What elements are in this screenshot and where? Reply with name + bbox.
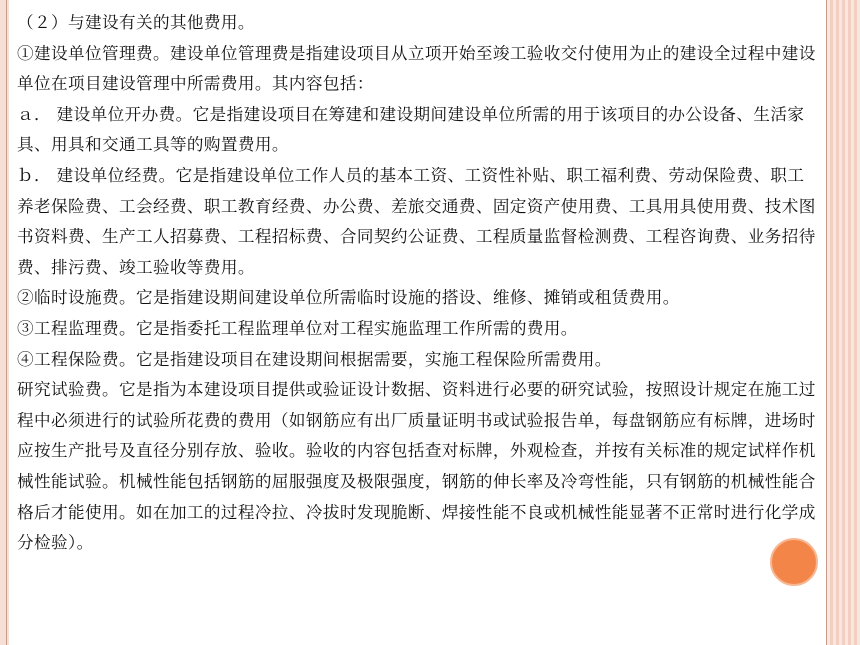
right-border-stripe xyxy=(818,0,860,645)
paragraph-management-fee: ①建设单位管理费。建设单位管理费是指建设项目从立项开始至竣工验收交付使用为止的建设全过程中建设单位在项目建设管理中所需费用。其内容包括： xyxy=(17,43,816,94)
left-border-stripe xyxy=(0,0,9,645)
paragraph-insurance-fee: ④工程保险费。它是指建设项目在建设期间根据需要，实施工程保险所需费用。 xyxy=(17,349,612,369)
paragraph-heading: （２）与建设有关的其他费用。 xyxy=(17,13,255,32)
paragraph-unit-expenses: ｂ． 建设单位经费。它是指建设单位工作人员的基本工资、工资性补贴、职工福利费、劳动保险费、职工养老保险费、工会经费、职工教育经费、办公费、差旅交通费、固定资产使用费、工具用具使用费、技术图书资料费、生产工人招募费、工程招标费、合同契约公证费、工程质量监督检测费、工程咨询费、业务招待费、排污费、竣工验收等费用。 xyxy=(17,165,816,277)
paragraph-temporary-facilities: ②临时设施费。它是指建设期间建设单位所需临时设施的搭设、维修、摊销或租赁费用。 xyxy=(17,288,680,308)
orange-circle-decoration xyxy=(770,538,818,586)
paragraph-startup-fee: ａ． 建设单位开办费。它是指建设项目在筹建和建设期间建设单位所需的用于该项目的办公设备、生活家具、用具和交通工具等的购置费用。 xyxy=(17,104,805,155)
paragraph-supervision-fee: ③工程监理费。它是指委托工程监理单位对工程实施监理工作所需的费用。 xyxy=(17,318,578,338)
paragraph-research-test-fee: 研究试验费。它是指为本建设项目提供或验证设计数据、资料进行必要的研究试验，按照设计规定在施工过程中必须进行的试验所花费的费用（如钢筋应有出厂质量证明书或试验报告单，每盘钢筋应有标牌，进场时应按生产批号及直径分别存放、验收。验收的内容包括查对标牌，外观检查，并按有关标准的规定试样作机械性能试验。机械性能包括钢筋的屈服强度及极限强度，钢筋的伸长率及冷弯性能，只有钢筋的机械性能合格后才能使用。如在加工的过程冷拉、冷拔时发现脆断、焊接性能不良或机械性能显著不正常时进行化学成分检验）。 xyxy=(17,380,816,553)
slide-text-body xyxy=(17,8,817,559)
